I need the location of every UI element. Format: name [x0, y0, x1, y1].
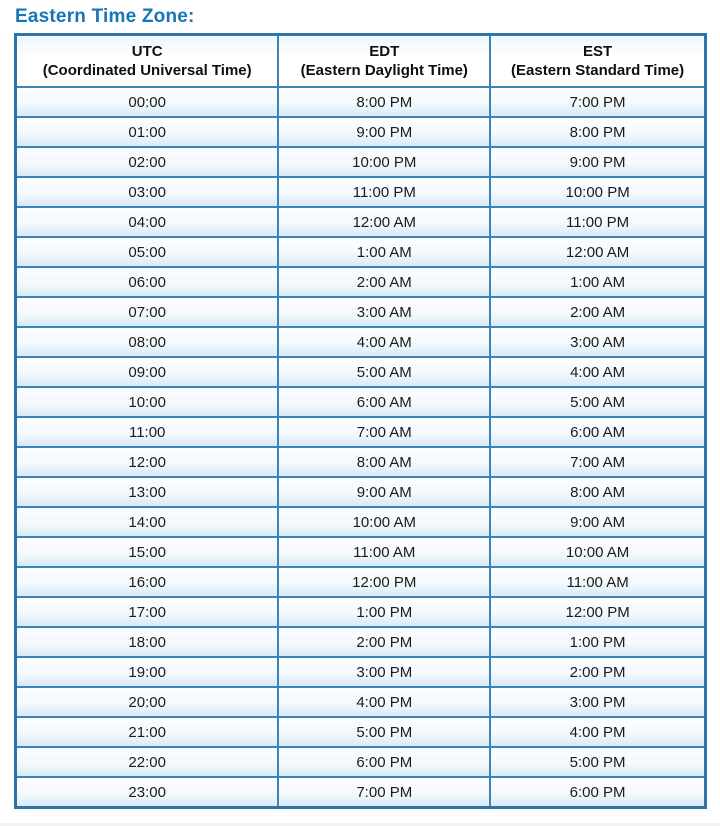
table-row — [16, 177, 706, 207]
utc-time-cell: 22:00 — [16, 747, 279, 777]
column-fullname-edt: (Eastern Daylight Time) — [300, 62, 468, 79]
utc-time-cell: 09:00 — [16, 357, 279, 387]
utc-time-cell: 11:00 — [16, 417, 279, 447]
est-time-cell: 3:00 PM — [490, 687, 705, 717]
table-row — [16, 687, 706, 717]
utc-time-cell: 07:00 — [16, 297, 279, 327]
table-row — [16, 627, 706, 657]
table-row — [16, 117, 706, 147]
est-time-cell: 12:00 AM — [490, 237, 705, 267]
column-abbr-edt: EDT — [369, 43, 400, 60]
est-time-cell: 8:00 AM — [490, 477, 705, 507]
table-row — [16, 147, 706, 177]
column-fullname-est: (Eastern Standard Time) — [511, 62, 685, 79]
edt-time-cell: 8:00 PM — [278, 87, 490, 117]
edt-time-cell: 7:00 PM — [278, 777, 490, 808]
utc-time-cell: 17:00 — [16, 597, 279, 627]
column-abbr-est: EST — [583, 43, 613, 60]
utc-time-cell: 02:00 — [16, 147, 279, 177]
edt-time-cell: 9:00 PM — [278, 117, 490, 147]
utc-time-cell: 12:00 — [16, 447, 279, 477]
est-time-cell: 7:00 PM — [490, 87, 705, 117]
column-header-edt — [278, 35, 490, 88]
est-time-cell: 11:00 PM — [490, 207, 705, 237]
edt-time-cell: 1:00 PM — [278, 597, 490, 627]
est-time-cell: 10:00 AM — [490, 537, 705, 567]
timezone-conversion-table — [14, 33, 707, 809]
edt-time-cell: 6:00 AM — [278, 387, 490, 417]
utc-time-cell: 04:00 — [16, 207, 279, 237]
edt-time-cell: 2:00 AM — [278, 267, 490, 297]
est-time-cell: 8:00 PM — [490, 117, 705, 147]
est-time-cell: 4:00 AM — [490, 357, 705, 387]
est-time-cell: 11:00 AM — [490, 567, 705, 597]
utc-time-cell: 19:00 — [16, 657, 279, 687]
edt-time-cell: 12:00 AM — [278, 207, 490, 237]
table-row — [16, 87, 706, 117]
edt-time-cell: 3:00 AM — [278, 297, 490, 327]
table-row — [16, 447, 706, 477]
est-time-cell: 9:00 AM — [490, 507, 705, 537]
column-abbr-utc: UTC — [131, 43, 163, 60]
utc-time-cell: 05:00 — [16, 237, 279, 267]
table-row — [16, 327, 706, 357]
edt-time-cell: 4:00 PM — [278, 687, 490, 717]
table-row — [16, 357, 706, 387]
edt-time-cell: 4:00 AM — [278, 327, 490, 357]
table-row — [16, 657, 706, 687]
utc-time-cell: 18:00 — [16, 627, 279, 657]
utc-time-cell: 23:00 — [16, 777, 279, 808]
est-time-cell: 9:00 PM — [490, 147, 705, 177]
utc-time-cell: 08:00 — [16, 327, 279, 357]
edt-time-cell: 9:00 AM — [278, 477, 490, 507]
utc-time-cell: 15:00 — [16, 537, 279, 567]
utc-time-cell: 01:00 — [16, 117, 279, 147]
utc-time-cell: 16:00 — [16, 567, 279, 597]
utc-time-cell: 00:00 — [16, 87, 279, 117]
est-time-cell: 6:00 AM — [490, 417, 705, 447]
timezone-table-body — [16, 87, 706, 808]
edt-time-cell: 8:00 AM — [278, 447, 490, 477]
table-row — [16, 267, 706, 297]
table-row — [16, 297, 706, 327]
table-row — [16, 507, 706, 537]
edt-time-cell: 5:00 PM — [278, 717, 490, 747]
edt-time-cell: 6:00 PM — [278, 747, 490, 777]
table-row — [16, 477, 706, 507]
edt-time-cell: 1:00 AM — [278, 237, 490, 267]
edt-time-cell: 10:00 PM — [278, 147, 490, 177]
utc-time-cell: 06:00 — [16, 267, 279, 297]
column-header-est — [490, 35, 705, 88]
edt-time-cell: 10:00 AM — [278, 507, 490, 537]
column-fullname-utc: (Coordinated Universal Time) — [42, 62, 252, 79]
table-header — [16, 35, 706, 88]
est-time-cell: 1:00 AM — [490, 267, 705, 297]
page — [0, 5, 720, 809]
est-time-cell: 1:00 PM — [490, 627, 705, 657]
est-time-cell: 12:00 PM — [490, 597, 705, 627]
table-row — [16, 567, 706, 597]
est-time-cell: 2:00 PM — [490, 657, 705, 687]
table-row — [16, 537, 706, 567]
est-time-cell: 10:00 PM — [490, 177, 705, 207]
edt-time-cell: 3:00 PM — [278, 657, 490, 687]
column-header-utc — [16, 35, 279, 88]
utc-time-cell: 20:00 — [16, 687, 279, 717]
utc-time-cell: 21:00 — [16, 717, 279, 747]
edt-time-cell: 7:00 AM — [278, 417, 490, 447]
est-time-cell: 6:00 PM — [490, 777, 705, 808]
edt-time-cell: 2:00 PM — [278, 627, 490, 657]
edt-time-cell: 11:00 PM — [278, 177, 490, 207]
est-time-cell: 5:00 PM — [490, 747, 705, 777]
page-title: Eastern Time Zone: — [15, 6, 195, 27]
table-row — [16, 597, 706, 627]
table-row — [16, 207, 706, 237]
edt-time-cell: 11:00 AM — [278, 537, 490, 567]
est-time-cell: 7:00 AM — [490, 447, 705, 477]
est-time-cell: 4:00 PM — [490, 717, 705, 747]
table-row — [16, 747, 706, 777]
est-time-cell: 3:00 AM — [490, 327, 705, 357]
utc-time-cell: 10:00 — [16, 387, 279, 417]
table-row — [16, 237, 706, 267]
edt-time-cell: 12:00 PM — [278, 567, 490, 597]
utc-time-cell: 14:00 — [16, 507, 279, 537]
est-time-cell: 5:00 AM — [490, 387, 705, 417]
est-time-cell: 2:00 AM — [490, 297, 705, 327]
table-row — [16, 387, 706, 417]
edt-time-cell: 5:00 AM — [278, 357, 490, 387]
header-row — [16, 35, 706, 88]
utc-time-cell: 03:00 — [16, 177, 279, 207]
table-row — [16, 417, 706, 447]
table-row — [16, 717, 706, 747]
table-row — [16, 777, 706, 808]
utc-time-cell: 13:00 — [16, 477, 279, 507]
